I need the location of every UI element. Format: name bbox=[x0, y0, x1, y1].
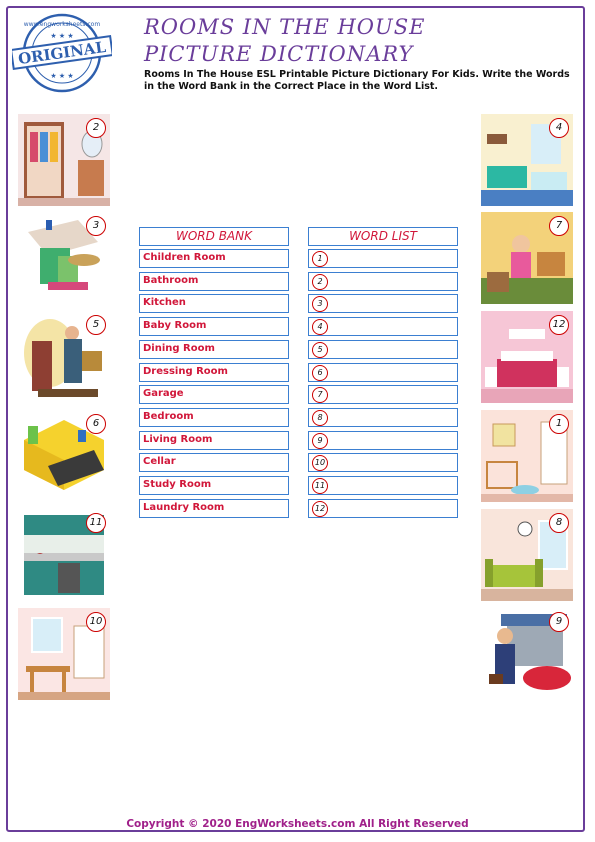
picture-number: 6 bbox=[86, 414, 106, 434]
svg-text:★ ★ ★: ★ ★ ★ bbox=[50, 72, 74, 80]
picture-laundry-room bbox=[18, 212, 110, 304]
picture-number: 4 bbox=[549, 118, 569, 138]
word-list-number: 3 bbox=[312, 296, 328, 312]
word-list-number: 4 bbox=[312, 319, 328, 335]
word-list-slot[interactable] bbox=[308, 385, 458, 404]
word-bank-item: Cellar bbox=[139, 453, 289, 472]
picture-children-room bbox=[481, 212, 573, 304]
word-bank-item: Dressing Room bbox=[139, 363, 289, 382]
word-bank-item: Bathroom bbox=[139, 272, 289, 291]
word-list-slot[interactable] bbox=[308, 363, 458, 382]
stamp-word: ORIGINAL bbox=[17, 37, 107, 69]
word-bank-item: Laundry Room bbox=[139, 499, 289, 518]
picture-number: 11 bbox=[86, 513, 106, 533]
title-line-2: PICTURE DICTIONARY bbox=[144, 42, 414, 66]
word-list-number: 7 bbox=[312, 387, 328, 403]
picture-number: 2 bbox=[86, 118, 106, 138]
picture-number: 7 bbox=[549, 216, 569, 236]
word-bank-item: Baby Room bbox=[139, 317, 289, 336]
picture-number: 5 bbox=[86, 315, 106, 335]
word-list-number: 6 bbox=[312, 365, 328, 381]
picture-baby-room bbox=[481, 410, 573, 502]
instructions: Rooms In The House ESL Printable Picture Dictionary For Kids. Write the Words in the Word Bank in the Correct Place in the Word List. bbox=[144, 69, 570, 92]
word-bank-item: Garage bbox=[139, 385, 289, 404]
word-list-number: 1 bbox=[312, 251, 328, 267]
word-list-number: 10 bbox=[312, 455, 328, 471]
word-list-number: 12 bbox=[312, 501, 328, 517]
picture-number: 9 bbox=[549, 612, 569, 632]
word-bank-item: Bedroom bbox=[139, 408, 289, 427]
original-stamp bbox=[12, 12, 112, 94]
picture-bathroom bbox=[481, 114, 573, 206]
page-title bbox=[144, 14, 425, 68]
word-list-number: 5 bbox=[312, 342, 328, 358]
word-list-number: 8 bbox=[312, 410, 328, 426]
word-bank-item: Dining Room bbox=[139, 340, 289, 359]
word-bank-item: Children Room bbox=[139, 249, 289, 268]
word-bank-header: WORD BANK bbox=[139, 227, 289, 246]
word-list-slot[interactable] bbox=[308, 317, 458, 336]
picture-cellar bbox=[18, 311, 110, 403]
picture-number: 12 bbox=[549, 315, 569, 335]
picture-number: 3 bbox=[86, 216, 106, 236]
stamp-ring-text: www.engworksheets.com bbox=[23, 21, 101, 28]
word-bank-item: Kitchen bbox=[139, 294, 289, 313]
picture-garage bbox=[18, 410, 110, 502]
word-list-slot[interactable] bbox=[308, 272, 458, 291]
word-list-slot[interactable] bbox=[308, 249, 458, 268]
picture-number: 8 bbox=[549, 513, 569, 533]
word-list-header: WORD LIST bbox=[308, 227, 458, 246]
word-list-slot[interactable] bbox=[308, 431, 458, 450]
word-list-slot[interactable] bbox=[308, 476, 458, 495]
word-list-number: 11 bbox=[312, 478, 328, 494]
picture-kitchen bbox=[18, 509, 110, 601]
picture-number: 10 bbox=[86, 612, 106, 632]
word-list-slot[interactable] bbox=[308, 453, 458, 472]
word-bank-item: Living Room bbox=[139, 431, 289, 450]
word-list-slot[interactable] bbox=[308, 340, 458, 359]
title-line-1: ROOMS IN THE HOUSE bbox=[144, 15, 426, 39]
word-list-number: 9 bbox=[312, 433, 328, 449]
word-list-slot[interactable] bbox=[308, 408, 458, 427]
picture-study-room bbox=[18, 608, 110, 700]
picture-living-room bbox=[481, 509, 573, 601]
svg-text:★ ★ ★: ★ ★ ★ bbox=[50, 32, 74, 40]
picture-bedroom bbox=[481, 311, 573, 403]
word-list-number: 2 bbox=[312, 274, 328, 290]
picture-dressing-room bbox=[18, 114, 110, 206]
picture-number: 1 bbox=[549, 414, 569, 434]
word-list-slot[interactable] bbox=[308, 499, 458, 518]
copyright-footer: Copyright © 2020 EngWorksheets.com All Right Reserved bbox=[126, 818, 469, 830]
picture-man-with-car bbox=[481, 608, 573, 700]
word-list-slot[interactable] bbox=[308, 294, 458, 313]
word-bank-item: Study Room bbox=[139, 476, 289, 495]
